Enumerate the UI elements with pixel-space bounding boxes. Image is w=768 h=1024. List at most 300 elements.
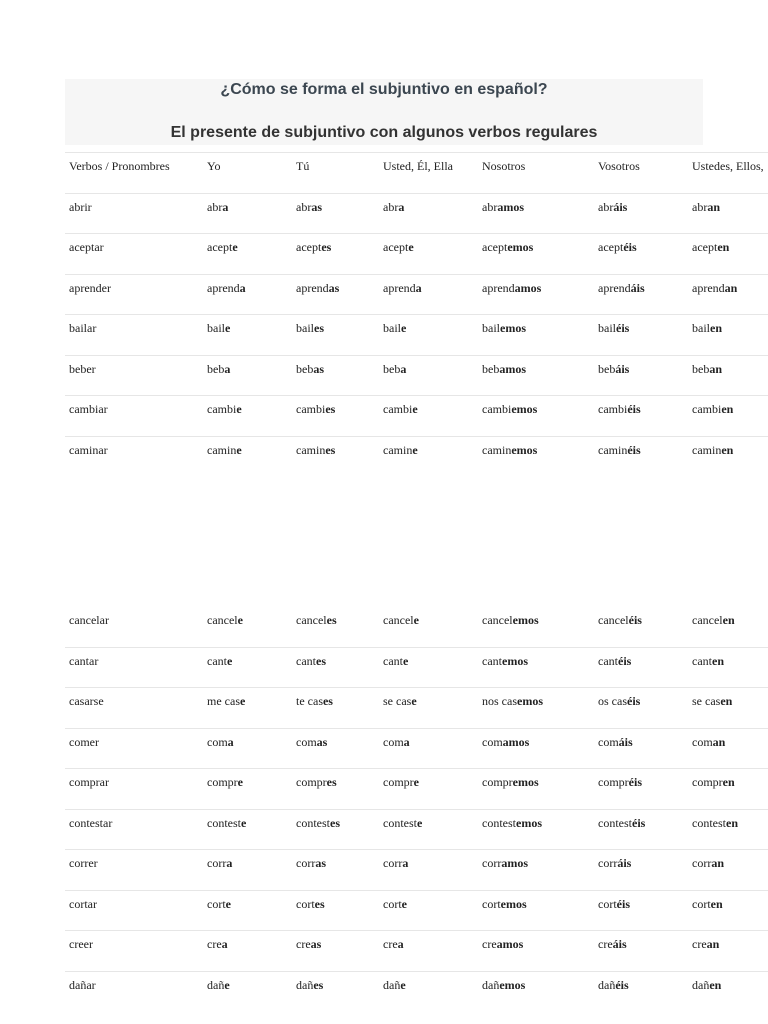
verb-stem: cambi xyxy=(692,402,722,416)
conjugation-cell xyxy=(482,850,528,889)
table-row xyxy=(65,234,768,275)
verb-ending: éis xyxy=(616,896,630,911)
conjugation-cell xyxy=(482,891,527,930)
conjugation-cell xyxy=(482,194,524,233)
verb-stem: contest xyxy=(383,815,417,830)
conjugation-cell xyxy=(482,356,526,395)
conjugation-cell xyxy=(207,769,243,808)
verb-ending: e xyxy=(401,321,407,335)
verb-stem: corr xyxy=(692,856,712,870)
column-header: Verbos / Pronombres xyxy=(69,159,170,173)
verb-ending: e xyxy=(237,613,243,627)
verb-ending: es xyxy=(325,442,336,457)
verb-ending: en xyxy=(722,613,735,627)
conjugation-cell xyxy=(482,769,539,808)
conjugation-cell xyxy=(692,275,737,314)
verb-ending: a xyxy=(400,361,407,376)
conjugation-cell xyxy=(598,729,633,768)
conjugation-cell xyxy=(207,234,238,273)
verb-cell: casarse xyxy=(69,694,104,708)
verb-ending: e xyxy=(408,240,414,254)
verb-cell: bailar xyxy=(69,321,97,335)
verb-ending: en xyxy=(710,321,722,335)
verb-ending: amos xyxy=(497,199,524,214)
verb-ending: en xyxy=(709,977,722,992)
conjugation-cell xyxy=(482,275,541,314)
conjugation-cell xyxy=(598,315,629,354)
verb-ending: áis xyxy=(612,937,627,951)
conjugation-cell xyxy=(598,972,629,1011)
verb-stem: me cas xyxy=(207,694,240,708)
conjugation-cell xyxy=(482,315,526,354)
conjugation-cell xyxy=(598,275,645,314)
verb-ending: a xyxy=(222,199,229,214)
title-box xyxy=(65,79,703,145)
page-title: ¿Cómo se forma el subjuntivo en español? xyxy=(220,81,548,98)
conjugation-cell xyxy=(598,648,631,687)
conjugation-cell xyxy=(383,850,408,889)
verb-stem: aprend xyxy=(383,280,416,295)
conjugation-cell xyxy=(207,972,230,1011)
conjugation-cell xyxy=(383,194,404,233)
verb-ending: es xyxy=(314,321,324,335)
verb-stem: abr xyxy=(692,199,708,214)
verb-stem: contest xyxy=(482,815,516,830)
conjugation-cell xyxy=(598,234,637,273)
conjugation-cell xyxy=(692,607,735,646)
conjugation-cell xyxy=(207,275,246,314)
verb-ending: áis xyxy=(615,361,630,376)
conjugation-cell xyxy=(207,810,246,849)
table-row xyxy=(65,275,768,316)
conjugation-cell xyxy=(296,437,335,476)
verb-ending: es xyxy=(314,896,325,911)
verb-stem: bail xyxy=(383,321,401,335)
verb-ending: amos xyxy=(502,734,530,749)
verb-cell: cantar xyxy=(69,653,99,668)
verb-stem: dañ xyxy=(598,977,616,992)
page-subtitle: El presente de subjuntivo con algunos verbos regulares xyxy=(170,124,598,141)
verb-ending: as xyxy=(310,937,322,951)
table-row xyxy=(65,891,768,932)
verb-stem: aprend xyxy=(692,280,725,295)
verb-ending: e xyxy=(236,402,242,416)
conjugation-cell xyxy=(383,396,418,435)
verb-ending: as xyxy=(313,361,324,376)
verb-ending: a xyxy=(402,856,409,870)
verb-ending: a xyxy=(226,856,233,870)
verb-stem: abr xyxy=(482,199,498,214)
verb-ending: e xyxy=(403,653,409,668)
verb-stem: cancel xyxy=(598,613,629,627)
verb-ending: e xyxy=(241,815,247,830)
conjugation-cell xyxy=(598,194,627,233)
table-row xyxy=(65,810,768,851)
column-header: Tú xyxy=(296,159,310,173)
verb-ending: e xyxy=(400,977,406,992)
verb-cell: cortar xyxy=(69,896,97,911)
verb-ending: e xyxy=(401,896,407,911)
conjugation-cell xyxy=(482,648,528,687)
verb-stem: com xyxy=(482,734,503,749)
verb-ending: an xyxy=(712,734,726,749)
verb-stem: cant xyxy=(482,653,502,668)
verb-stem: com xyxy=(692,734,713,749)
verb-cell: abrir xyxy=(69,199,92,214)
table-row xyxy=(65,437,768,477)
conjugation-cell xyxy=(482,234,533,273)
conjugation-table-2 xyxy=(65,607,768,1011)
verb-ending: emos xyxy=(502,653,528,668)
table-row xyxy=(65,396,768,437)
verb-stem: corr xyxy=(296,856,316,870)
verb-ending: an xyxy=(724,280,738,295)
verb-stem: aprend xyxy=(598,280,631,295)
verb-stem: compr xyxy=(598,775,629,789)
verb-stem: acept xyxy=(296,240,322,254)
verb-stem: compr xyxy=(383,775,414,789)
verb-ending: éis xyxy=(628,775,642,789)
verb-ending: e xyxy=(412,402,418,416)
verb-ending: a xyxy=(239,280,246,295)
verb-stem: com xyxy=(598,734,619,749)
verb-ending: áis xyxy=(630,280,645,295)
verb-stem: cort xyxy=(482,896,501,911)
conjugation-cell xyxy=(296,234,331,273)
conjugation-cell xyxy=(383,234,414,273)
verb-ending: emos xyxy=(512,613,539,627)
conjugation-cell xyxy=(383,315,406,354)
verb-stem: bail xyxy=(207,321,225,335)
verb-stem: beb xyxy=(598,361,616,376)
conjugation-cell xyxy=(482,810,542,849)
verb-stem: cre xyxy=(207,937,222,951)
verb-stem: cambi xyxy=(482,402,512,416)
conjugation-cell xyxy=(598,437,641,476)
conjugation-cell xyxy=(296,356,324,395)
verb-stem: cambi xyxy=(598,402,628,416)
table-row xyxy=(65,356,768,397)
conjugation-cell xyxy=(482,437,537,476)
verb-stem: cancel xyxy=(692,613,723,627)
verb-ending: e xyxy=(225,321,231,335)
verb-stem: abr xyxy=(207,199,223,214)
verb-cell: comprar xyxy=(69,775,109,789)
verb-ending: emos xyxy=(512,775,539,789)
conjugation-cell xyxy=(296,931,321,970)
conjugation-cell xyxy=(296,315,324,354)
verb-ending: emos xyxy=(511,402,538,416)
conjugation-cell xyxy=(296,688,333,727)
verb-ending: amos xyxy=(499,361,526,376)
verb-stem: te cas xyxy=(296,694,323,708)
conjugation-cell xyxy=(207,607,243,646)
verb-ending: en xyxy=(712,653,724,668)
verb-ending: en xyxy=(721,442,734,457)
verb-stem: se cas xyxy=(692,694,721,708)
verb-ending: as xyxy=(315,856,326,870)
table-row xyxy=(65,648,768,689)
verb-stem: camin xyxy=(692,442,722,457)
conjugation-cell xyxy=(207,648,232,687)
verb-ending: éis xyxy=(628,613,642,627)
column-header: Nosotros xyxy=(482,159,526,173)
conjugation-cell xyxy=(383,688,417,727)
verb-stem: compr xyxy=(207,775,238,789)
conjugation-cell xyxy=(383,275,422,314)
verb-ending: as xyxy=(311,199,322,214)
verb-ending: emos xyxy=(500,321,526,335)
table-row xyxy=(65,931,768,972)
verb-stem: camin xyxy=(482,442,512,457)
verb-stem: camin xyxy=(296,442,326,457)
verb-stem: se cas xyxy=(383,694,412,708)
verb-stem: dañ xyxy=(383,977,401,992)
verb-stem: abr xyxy=(296,199,312,214)
conjugation-cell xyxy=(692,437,733,476)
verb-ending: emos xyxy=(516,815,542,830)
verb-stem: aprend xyxy=(296,280,329,295)
verb-stem: contest xyxy=(296,815,330,830)
conjugation-cell xyxy=(383,356,406,395)
verb-ending: a xyxy=(397,937,404,951)
verb-stem: cancel xyxy=(383,613,414,627)
conjugation-cell xyxy=(482,396,537,435)
verb-ending: en xyxy=(720,694,733,708)
verb-stem: dañ xyxy=(692,977,710,992)
conjugation-cell xyxy=(296,769,337,808)
conjugation-cell xyxy=(207,356,230,395)
verb-stem: com xyxy=(207,734,228,749)
verb-ending: éis xyxy=(627,442,641,457)
conjugation-cell xyxy=(296,396,335,435)
verb-stem: dañ xyxy=(207,977,225,992)
verb-ending: e xyxy=(236,442,242,457)
verb-ending: es xyxy=(322,694,333,708)
verb-stem: cort xyxy=(598,896,617,911)
conjugation-cell xyxy=(482,607,539,646)
verb-stem: aprend xyxy=(207,280,240,295)
verb-ending: e xyxy=(239,694,246,708)
verb-ending: áis xyxy=(618,734,633,749)
column-header: Vosotros xyxy=(598,159,640,173)
verb-stem: acept xyxy=(207,240,233,254)
verb-ending: an xyxy=(706,937,720,951)
verb-stem: cant xyxy=(383,653,403,668)
conjugation-cell xyxy=(207,729,234,768)
conjugation-cell xyxy=(598,850,631,889)
verb-stem: cant xyxy=(296,653,316,668)
verb-stem: cambi xyxy=(296,402,326,416)
verb-ending: éis xyxy=(616,321,630,335)
verb-stem: beb xyxy=(383,361,401,376)
verb-stem: bail xyxy=(482,321,500,335)
verb-stem: camin xyxy=(383,442,413,457)
verb-cell: cancelar xyxy=(69,613,109,627)
conjugation-cell xyxy=(692,850,724,889)
conjugation-cell xyxy=(692,931,719,970)
verb-stem: bail xyxy=(598,321,616,335)
conjugation-cell xyxy=(383,648,408,687)
verb-ending: áis xyxy=(613,199,628,214)
verb-cell: caminar xyxy=(69,442,108,457)
verb-stem: contest xyxy=(207,815,241,830)
verb-ending: an xyxy=(711,856,725,870)
conjugation-cell xyxy=(482,972,525,1011)
verb-ending: amos xyxy=(514,280,542,295)
verb-ending: a xyxy=(403,734,410,749)
verb-stem: cancel xyxy=(296,613,327,627)
conjugation-cell xyxy=(207,931,228,970)
verb-stem: beb xyxy=(482,361,500,376)
conjugation-cell xyxy=(383,769,419,808)
verb-ending: en xyxy=(710,896,723,911)
conjugation-cell xyxy=(207,891,231,930)
table-row xyxy=(65,688,768,729)
conjugation-cell xyxy=(383,810,422,849)
verb-ending: an xyxy=(707,199,721,214)
verb-ending: a xyxy=(398,199,405,214)
verb-ending: e xyxy=(227,653,233,668)
conjugation-cell xyxy=(207,396,242,435)
verb-stem: acept xyxy=(598,240,624,254)
verb-ending: éis xyxy=(627,402,641,416)
conjugation-cell xyxy=(598,607,642,646)
verb-stem: corr xyxy=(207,856,227,870)
verb-stem: dañ xyxy=(482,977,500,992)
verb-ending: es xyxy=(326,775,337,789)
verb-stem: nos cas xyxy=(482,694,517,708)
verb-stem: bail xyxy=(692,321,710,335)
conjugation-cell xyxy=(692,648,724,687)
verb-stem: aprend xyxy=(482,280,515,295)
verb-stem: beb xyxy=(692,361,710,376)
verb-ending: en xyxy=(726,815,738,830)
conjugation-cell xyxy=(296,275,339,314)
verb-stem: corr xyxy=(482,856,502,870)
conjugation-cell xyxy=(692,234,729,273)
conjugation-cell xyxy=(383,437,418,476)
verb-ending: éis xyxy=(615,977,629,992)
verb-ending: e xyxy=(413,775,419,789)
verb-ending: a xyxy=(221,937,228,951)
conjugation-cell xyxy=(207,688,245,727)
verb-cell: correr xyxy=(69,856,98,870)
conjugation-cell xyxy=(207,194,228,233)
table-row xyxy=(65,850,768,891)
verb-stem: camin xyxy=(207,442,237,457)
conjugation-cell xyxy=(207,850,232,889)
conjugation-cell xyxy=(692,972,721,1011)
conjugation-cell xyxy=(207,315,230,354)
table-row xyxy=(65,194,768,235)
verb-ending: áis xyxy=(617,856,632,870)
verb-stem: cancel xyxy=(482,613,513,627)
column-header: Usted, Él, Ella xyxy=(383,159,453,173)
verb-ending: e xyxy=(411,694,417,708)
verb-ending: as xyxy=(316,734,328,749)
verb-stem: camin xyxy=(598,442,628,457)
verb-stem: os cas xyxy=(598,694,627,708)
verb-ending: an xyxy=(709,361,723,376)
verb-ending: emos xyxy=(499,977,526,992)
verb-ending: emos xyxy=(507,240,534,254)
verb-stem: cre xyxy=(296,937,311,951)
table-row xyxy=(65,315,768,356)
verb-stem: cort xyxy=(692,896,711,911)
verb-stem: cambi xyxy=(207,402,237,416)
verb-stem: contest xyxy=(598,815,632,830)
verb-stem: cant xyxy=(692,653,712,668)
conjugation-table-1 xyxy=(65,152,768,476)
conjugation-cell xyxy=(296,648,326,687)
verb-ending: e xyxy=(237,775,243,789)
verb-stem: abr xyxy=(598,199,614,214)
conjugation-cell xyxy=(296,729,327,768)
verb-cell: comer xyxy=(69,734,99,749)
verb-cell: contestar xyxy=(69,815,113,830)
conjugation-cell xyxy=(598,688,640,727)
verb-stem: compr xyxy=(296,775,327,789)
conjugation-cell xyxy=(383,972,406,1011)
verb-ending: emos xyxy=(511,442,538,457)
verb-stem: cort xyxy=(296,896,315,911)
verb-stem: cre xyxy=(598,937,613,951)
conjugation-cell xyxy=(482,931,523,970)
table-row xyxy=(65,729,768,770)
table-header-row xyxy=(65,152,768,194)
conjugation-cell xyxy=(207,437,242,476)
verb-stem: com xyxy=(296,734,317,749)
verb-ending: e xyxy=(225,896,231,911)
verb-ending: amos xyxy=(501,856,528,870)
verb-cell: dañar xyxy=(69,977,96,992)
conjugation-cell xyxy=(692,356,722,395)
conjugation-cell xyxy=(296,891,325,930)
verb-stem: corr xyxy=(598,856,618,870)
conjugation-cell xyxy=(296,194,322,233)
conjugation-cell xyxy=(383,729,410,768)
verb-stem: cre xyxy=(482,937,497,951)
verb-stem: beb xyxy=(207,361,225,376)
verb-stem: cant xyxy=(207,653,227,668)
verb-ending: amos xyxy=(496,937,524,951)
verb-cell: cambiar xyxy=(69,402,108,416)
verb-ending: e xyxy=(417,815,423,830)
verb-cell: aprender xyxy=(69,280,111,295)
conjugation-cell xyxy=(598,931,627,970)
conjugation-cell xyxy=(296,972,323,1011)
verb-stem: cre xyxy=(383,937,398,951)
verb-ending: e xyxy=(232,240,238,254)
conjugation-cell xyxy=(692,769,735,808)
table-row xyxy=(65,769,768,810)
verb-cell: creer xyxy=(69,937,93,951)
verb-stem: compr xyxy=(692,775,723,789)
conjugation-cell xyxy=(692,891,723,930)
conjugation-cell xyxy=(383,891,407,930)
verb-ending: en xyxy=(722,775,735,789)
verb-ending: es xyxy=(313,977,324,992)
verb-ending: es xyxy=(321,240,332,254)
verb-stem: beb xyxy=(296,361,314,376)
conjugation-cell xyxy=(692,194,720,233)
conjugation-cell xyxy=(482,729,529,768)
verb-stem: bail xyxy=(296,321,314,335)
table-row xyxy=(65,972,768,1012)
verb-ending: es xyxy=(326,613,337,627)
verb-ending: e xyxy=(412,442,418,457)
